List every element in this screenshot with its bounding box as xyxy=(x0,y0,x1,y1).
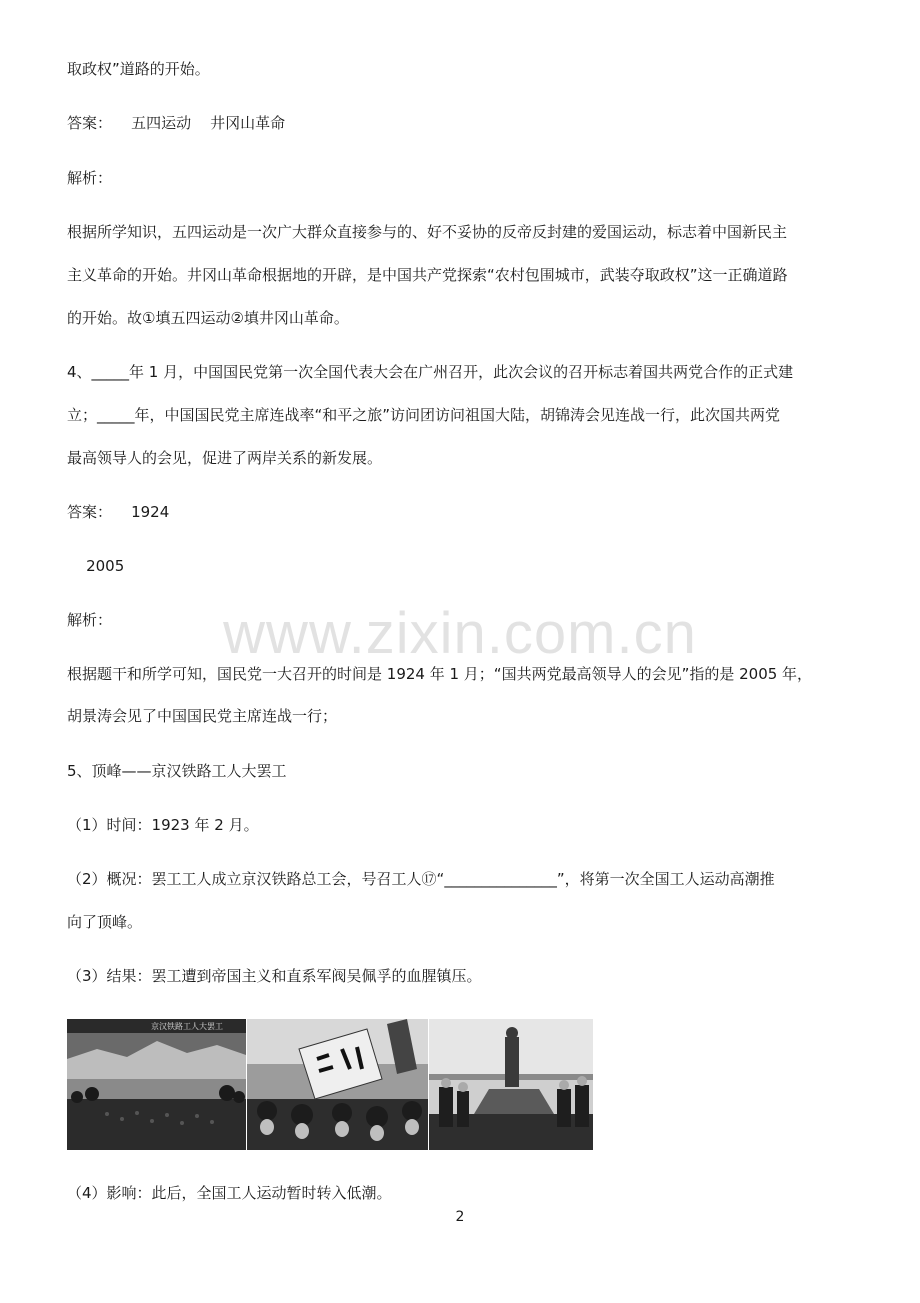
text-line: （3）结果：罢工遭到帝国主义和直系军阀吴佩孚的血腥镇压。 xyxy=(67,967,482,985)
text-line: （1）时间：1923 年 2 月。 xyxy=(67,816,259,834)
photo-rally xyxy=(67,1019,246,1150)
text-line: 主义革命的开始。井冈山革命根据地的开辟，是中国共产党探索“农村包围城市，武装夺取政权”这一正确道路 xyxy=(67,266,788,284)
question-line: 最高领导人的会见，促进了两岸关系的新发展。 xyxy=(67,449,383,467)
text-line: 向了顶峰。 xyxy=(67,913,143,931)
analysis-label: 解析： xyxy=(67,611,113,629)
question-line: 立；_____年，中国国民党主席连战率“和平之旅”访问团访问祖国大陆，胡锦涛会见连战一行，此次国共两党 xyxy=(67,406,781,424)
text-line: （2）概况：罢工工人成立京汉铁路总工会，号召工人⑰“_______________”，将第一次全国工人运动高潮推 xyxy=(67,870,775,888)
analysis-label: 解析： xyxy=(67,169,113,187)
answer-line: 2005 xyxy=(67,557,125,575)
text-line: 的开始。故①填五四运动②填井冈山革命。 xyxy=(67,309,349,327)
text-line: 取政权”道路的开始。 xyxy=(67,60,210,78)
section-heading: 5、顶峰——京汉铁路工人大罢工 xyxy=(67,762,287,780)
page-number: 2 xyxy=(455,1209,465,1225)
answer-line: 答案： 五四运动 井冈山革命 xyxy=(67,114,286,132)
text-line: 胡景涛会见了中国国民党主席连战一行； xyxy=(67,707,338,725)
text-line: 根据题干和所学可知，国民党一大召开的时间是 1924 年 1 月；“国共两党最高领导人的会见”指的是 2005 年， xyxy=(67,665,813,683)
watermark: www.zixin.com.cn xyxy=(223,601,697,666)
photo-platform xyxy=(429,1019,593,1150)
photo-protest xyxy=(247,1019,428,1150)
answer-line: 答案： 1924 xyxy=(67,503,170,521)
text-line: （4）影响：此后，全国工人运动暂时转入低潮。 xyxy=(67,1184,392,1202)
photo-caption: 京汉铁路工人大罢工 xyxy=(151,1022,223,1031)
question-line: 4、_____年 1 月，中国国民党第一次全国代表大会在广州召开，此次会议的召开标志着国共两党合作的正式建 xyxy=(67,363,794,381)
text-line: 根据所学知识，五四运动是一次广大群众直接参与的、好不妥协的反帝反封建的爱国运动，标志着中国新民主 xyxy=(67,223,788,241)
